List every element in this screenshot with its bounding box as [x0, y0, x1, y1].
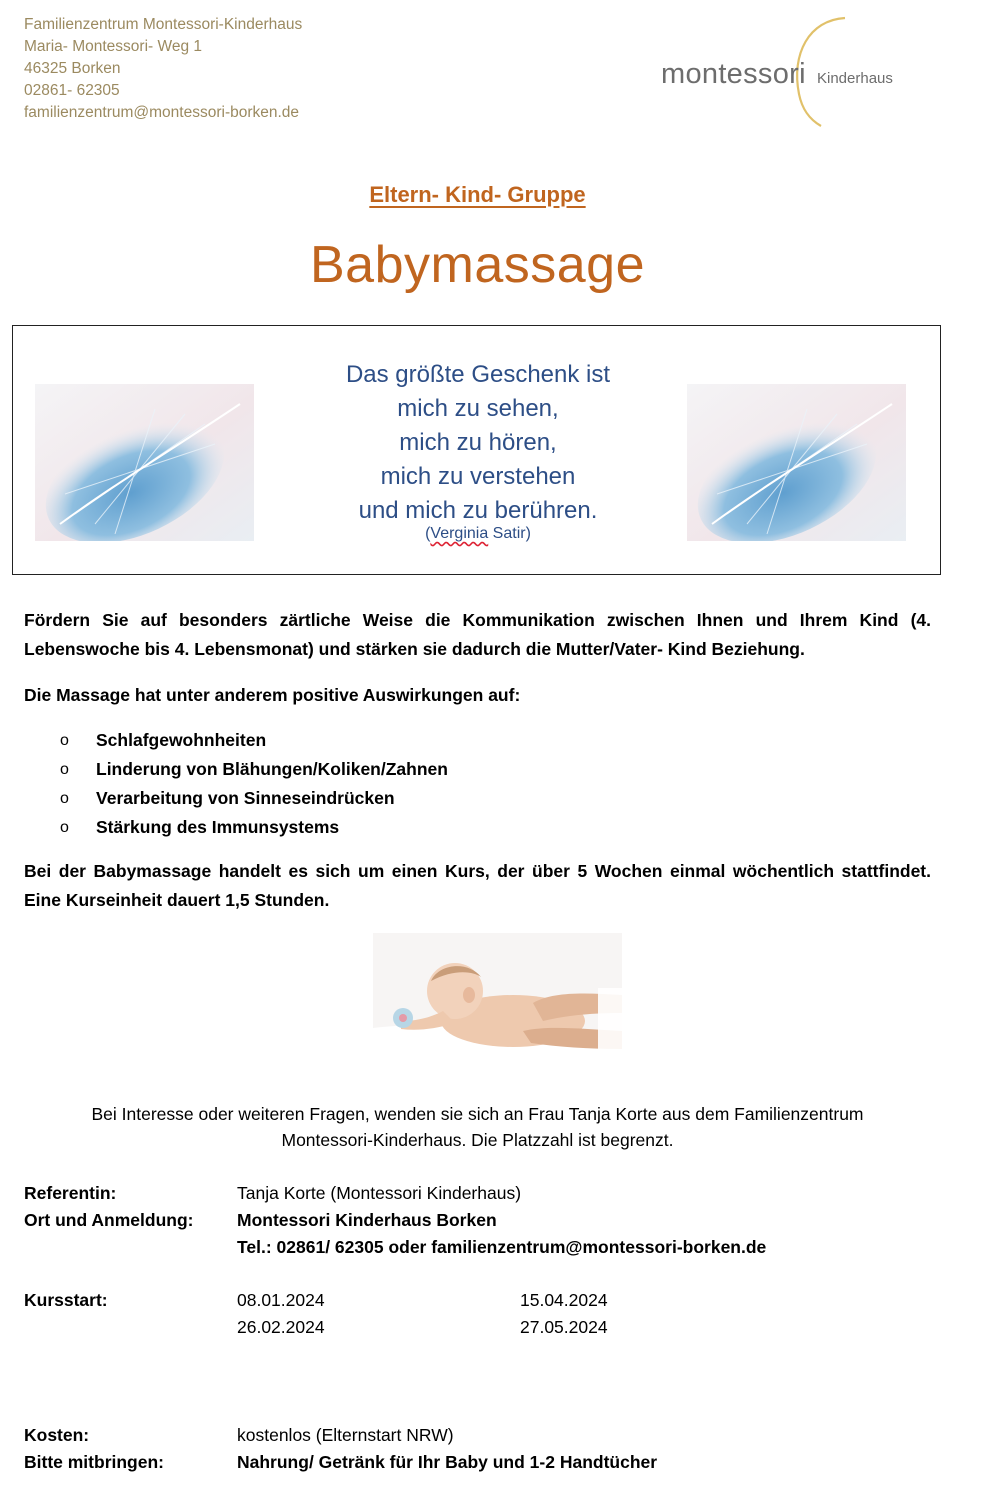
quote-author	[243, 525, 713, 543]
address-line: Maria- Montessori- Weg 1	[24, 38, 203, 55]
contact-line: Montessori-Kinderhaus. Die Platzzahl ist begrenzt.	[281, 1130, 674, 1150]
benefit-label: Verarbeitung von Sinneseindrücken	[96, 788, 395, 808]
quote-author-prefix: (	[425, 525, 431, 542]
ort-contact: Tel.: 02861/ 62305 oder familienzentrum@montessori-borken.de	[237, 1237, 767, 1257]
feather-image	[687, 384, 906, 541]
quote-author-firstname: Verginia	[430, 525, 489, 542]
list-item	[60, 726, 448, 755]
mitbringen-label: Bitte mitbringen:	[24, 1452, 164, 1472]
course-info-paragraph: Bei der Babymassage handelt es sich um einen Kurs, der über 5 Wochen einmal wöchentlich stattfindet. Eine Kurseinheit dauert 1,5 Stunden.	[24, 861, 931, 910]
baby-massage-photo	[373, 933, 622, 1075]
sender-address	[24, 14, 302, 124]
quote-text	[243, 358, 713, 528]
contact-line: Bei Interesse oder weiteren Fragen, wenden sie sich an Frau Tanja Korte aus dem Familienzentrum	[91, 1104, 864, 1124]
kursstart-date: 27.05.2024	[520, 1317, 608, 1337]
quote-line: mich zu sehen,	[397, 395, 559, 422]
bullet-icon: o	[60, 761, 69, 778]
quote-line: mich zu verstehen	[380, 463, 576, 490]
montessori-logo	[655, 14, 915, 129]
intro-paragraph: Fördern Sie auf besonders zärtliche Weise die Kommunikation zwischen Ihnen und Ihrem Kind (4. Lebenswoche bis 4. Lebensmonat) und stärken sie dadurch die Mutter/Vater- Kind Beziehung.	[24, 610, 931, 659]
logo-wordmark: montessori	[661, 58, 806, 90]
address-line: 02861- 62305	[24, 82, 120, 99]
quote-author-lastname: Satir)	[488, 525, 531, 542]
benefits-list	[60, 726, 448, 842]
kursstart-label: Kursstart:	[24, 1290, 108, 1310]
feather-image	[35, 384, 254, 541]
quote-line: und mich zu berühren.	[358, 497, 598, 524]
bullet-icon: o	[60, 790, 69, 807]
bullet-icon: o	[60, 732, 69, 749]
benefit-label: Stärkung des Immunsystems	[96, 817, 340, 837]
address-email: familienzentrum@montessori-borken.de	[24, 104, 300, 121]
kursstart-date: 08.01.2024	[237, 1290, 325, 1310]
quote-box	[12, 325, 941, 575]
quote-line: Das größte Geschenk ist	[345, 361, 611, 388]
group-subtitle: Eltern- Kind- Gruppe	[369, 182, 586, 207]
kosten-value: kostenlos (Elternstart NRW)	[237, 1425, 454, 1445]
kursstart-date: 26.02.2024	[237, 1317, 325, 1337]
mitbringen-value: Nahrung/ Getränk für Ihr Baby und 1-2 Handtücher	[237, 1452, 658, 1472]
page-title: Babymassage	[309, 236, 646, 294]
list-item	[60, 813, 448, 842]
bullet-icon: o	[60, 819, 69, 836]
address-line: Familienzentrum Montessori-Kinderhaus	[24, 16, 303, 33]
contact-paragraph	[0, 1101, 955, 1153]
referentin-label: Referentin:	[24, 1183, 117, 1203]
benefit-label: Schlafgewohnheiten	[96, 730, 267, 750]
logo-subtitle: Kinderhaus	[817, 70, 893, 87]
ort-value: Montessori Kinderhaus Borken	[237, 1210, 497, 1230]
kursstart-date: 15.04.2024	[520, 1290, 608, 1310]
list-item	[60, 784, 448, 813]
ort-label: Ort und Anmeldung:	[24, 1210, 194, 1230]
referentin-value: Tanja Korte (Montessori Kinderhaus)	[237, 1183, 522, 1203]
quote-line: mich zu hören,	[399, 429, 557, 456]
address-line: 46325 Borken	[24, 60, 121, 77]
kosten-label: Kosten:	[24, 1425, 90, 1445]
list-item	[60, 755, 448, 784]
benefit-label: Linderung von Blähungen/Koliken/Zahnen	[96, 759, 448, 779]
effects-heading: Die Massage hat unter anderem positive Auswirkungen auf:	[24, 685, 521, 705]
